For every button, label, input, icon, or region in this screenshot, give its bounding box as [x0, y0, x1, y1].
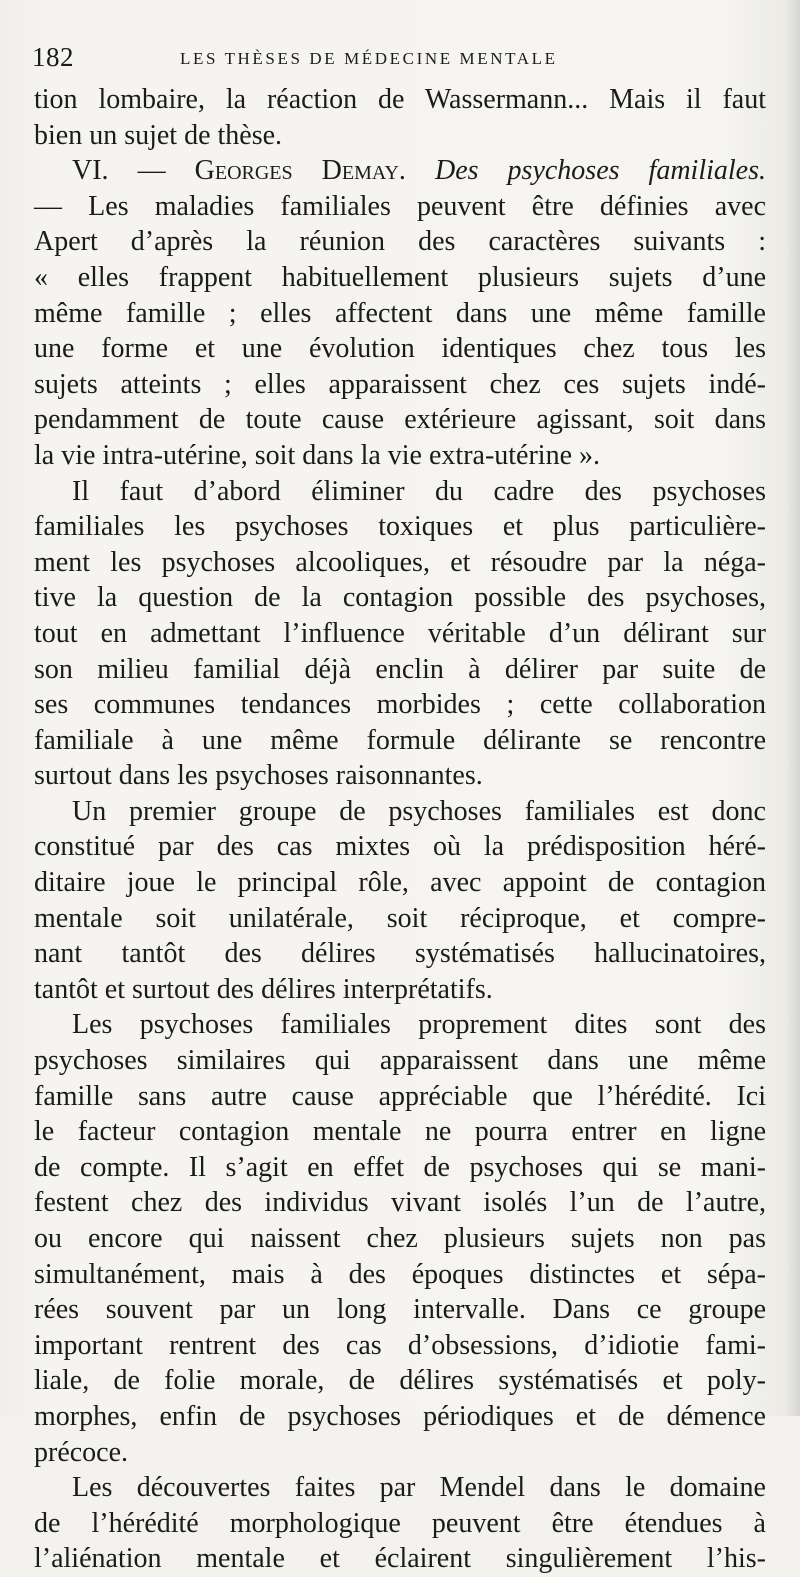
text-line: la vie intra-utérine, soit dans la vie extra-utérine ».: [34, 439, 601, 471]
thesis-title: Des psychoses familiales.: [405, 155, 766, 187]
text-line: constitué par des cas mixtes où la prédisposition héré-: [34, 831, 766, 863]
text-line: familiale à une même formule délirante se rencontre: [34, 724, 766, 756]
text-line: familiales les psychoses toxiques et plus particulière-: [34, 511, 766, 543]
text-line: sujets atteints ; elles apparaissent chez ces sujets indé-: [34, 368, 766, 400]
text-line: ditaire joue le principal rôle, avec appoint de contagion: [34, 867, 766, 899]
page-number: 182: [32, 42, 74, 72]
text-line: Les psychoses familiales proprement dites sont des: [72, 1009, 766, 1041]
text-line: important rentrent des cas d’obsessions, d’idiotie fami-: [34, 1329, 766, 1361]
page-header: [32, 42, 772, 76]
text-line: famille sans autre cause appréciable que l’hérédité. Ici: [34, 1080, 766, 1112]
text-line: tive la question de la contagion possible des psychoses,: [34, 582, 766, 614]
text-line: morphes, enfin de psychoses périodiques et de démence: [34, 1400, 766, 1432]
text-line: liale, de folie morale, de délires systématisés et poly-: [34, 1365, 766, 1397]
text-line: son milieu familial déjà enclin à délirer par suite de: [34, 653, 766, 685]
text-line: festent chez des individus vivant isolés l’un de l’autre,: [34, 1187, 766, 1219]
text-line: tantôt et surtout des délires interprétatifs.: [34, 973, 493, 1005]
text-line: le facteur contagion mentale ne pourra entrer en ligne: [34, 1116, 766, 1148]
text-line: « elles frappent habituellement plusieurs sujets d’une: [34, 261, 766, 293]
text-line: simultanément, mais à des époques distinctes et sépa-: [34, 1258, 766, 1290]
text-line: nant tantôt des délires systématisés hallucinatoires,: [34, 938, 766, 970]
text-line: tout en admettant l’influence véritable d’un délirant sur: [34, 617, 766, 649]
text-line: de compte. Il s’agit en effet de psychoses qui se mani-: [34, 1151, 766, 1183]
text-line: même famille ; elles affectent dans une même famille: [34, 297, 766, 329]
text-line: pendamment de toute cause extérieure agissant, soit dans: [34, 404, 766, 436]
text-line: précoce.: [34, 1436, 129, 1468]
section-number: VI. —: [72, 155, 195, 187]
thesis-author: Georges Demay.: [194, 155, 406, 187]
text-line: une forme et une évolution identiques chez tous les: [34, 333, 766, 365]
section-heading: [34, 153, 766, 189]
text-line: ou encore qui naissent chez plusieurs sujets non pas: [34, 1223, 766, 1254]
text-line: Un premier groupe de psychoses familiales est donc: [72, 795, 766, 827]
text-line: bien un sujet de thèse.: [34, 119, 283, 151]
running-head: LES THÈSES DE MÉDECINE MENTALE: [180, 49, 558, 68]
text-line: Les découvertes faites par Mendel dans le domaine: [72, 1472, 766, 1504]
text-line: ses communes tendances morbides ; cette collaboration: [34, 689, 766, 721]
text-line: rées souvent par un long intervalle. Dans ce groupe: [34, 1294, 766, 1326]
text-line: — Les maladies familiales peuvent être définies avec: [34, 190, 766, 222]
text-line: psychoses similaires qui apparaissent dans une même: [34, 1045, 766, 1077]
text-line: ment les psychoses alcooliques, et résoudre par la néga-: [34, 546, 766, 578]
text-line: tion lombaire, la réaction de Wassermann... Mais il faut: [34, 84, 766, 115]
text-line: Il faut d’abord éliminer du cadre des psychoses: [72, 475, 766, 507]
page-edge-shadow: [786, 0, 800, 1416]
body-text: [34, 82, 766, 1577]
text-line: Apert d’après la réunion des caractères suivants :: [34, 226, 766, 258]
text-line: l’aliénation mentale et éclairent singulièrement l’his-: [34, 1543, 766, 1575]
text-line: surtout dans les psychoses raisonnantes.: [34, 760, 483, 792]
text-line: de l’hérédité morphologique peuvent être étendues à: [34, 1507, 766, 1539]
text-line: mentale soit unilatérale, soit réciproque, et compre-: [34, 902, 766, 934]
